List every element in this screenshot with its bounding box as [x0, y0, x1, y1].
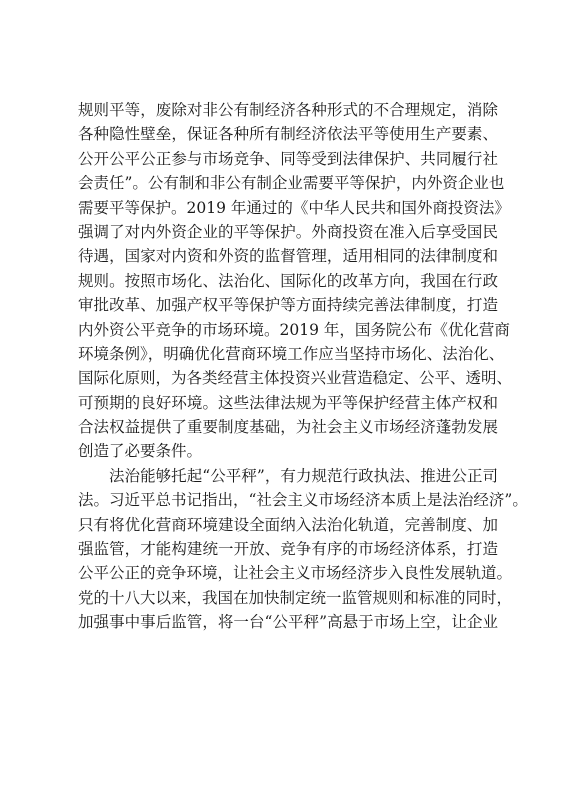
text-line: 内外资公平竞争的市场环境。2019 年，国务院公布《优化营商: [78, 320, 510, 339]
text-line: 加强事中事后监管，将一台“公平秤”高悬于市场上空，让企业: [78, 613, 498, 632]
text-line: 只有将优化营商环境建设全面纳入法治化轨道，完善制度、加: [78, 515, 498, 534]
text-line: 创造了必要条件。: [78, 442, 203, 461]
text-line: 公开公平公正参与市场竞争、同等受到法律保护、共同履行社: [78, 149, 498, 168]
text-line: 合法权益提供了重要制度基础，为社会主义市场经济蓬勃发展: [78, 418, 498, 437]
text-line: 待遇，国家对内资和外资的监督管理，适用相同的法律制度和: [78, 247, 498, 266]
text-line: 强监管，才能构建统一开放、竞争有序的市场经济体系，打造: [78, 540, 498, 559]
text-line: 审批改革、加强产权平等保护等方面持续完善法律制度，打造: [78, 296, 498, 315]
paragraph: [78, 98, 513, 464]
text-line: 规则平等，废除对非公有制经济各种形式的不合理规定，消除: [78, 101, 498, 119]
text-line: 国际化原则，为各类经营主体投资兴业营造稳定、公平、透明、: [78, 369, 513, 388]
text-line: 需要平等保护。2019 年通过的《中华人民共和国外商投资法》: [78, 198, 510, 217]
text-line: 会责任”。公有制和非公有制企业需要平等保护，内外资企业也: [78, 174, 505, 193]
paragraph: [78, 464, 528, 635]
text-line: 法。习近平总书记指出，“社会主义市场经济本质上是法治经济”。: [78, 491, 528, 510]
body-text: [78, 98, 528, 635]
text-line: 环境条例》，明确优化营商环境工作应当坚持市场化、法治化、: [78, 344, 505, 363]
text-line: 规则。按照市场化、法治化、国际化的改革方向，我国在行政: [78, 271, 498, 290]
text-line: 党的十八大以来，我国在加快制定统一监管规则和标准的同时，: [78, 588, 513, 607]
text-line: 强调了对内外资企业的平等保护。外商投资在准入后享受国民: [78, 222, 498, 241]
text-line: 公平公正的竞争环境，让社会主义市场经济步入良性发展轨道。: [78, 564, 513, 583]
text-line: 各种隐性壁垒，保证各种所有制经济依法平等使用生产要素、: [78, 125, 498, 144]
text-line: 可预期的良好环境。这些法律法规为平等保护经营主体产权和: [78, 393, 498, 412]
text-line: 法治能够托起“公平秤”，有力规范行政执法、推进公正司: [109, 466, 498, 485]
